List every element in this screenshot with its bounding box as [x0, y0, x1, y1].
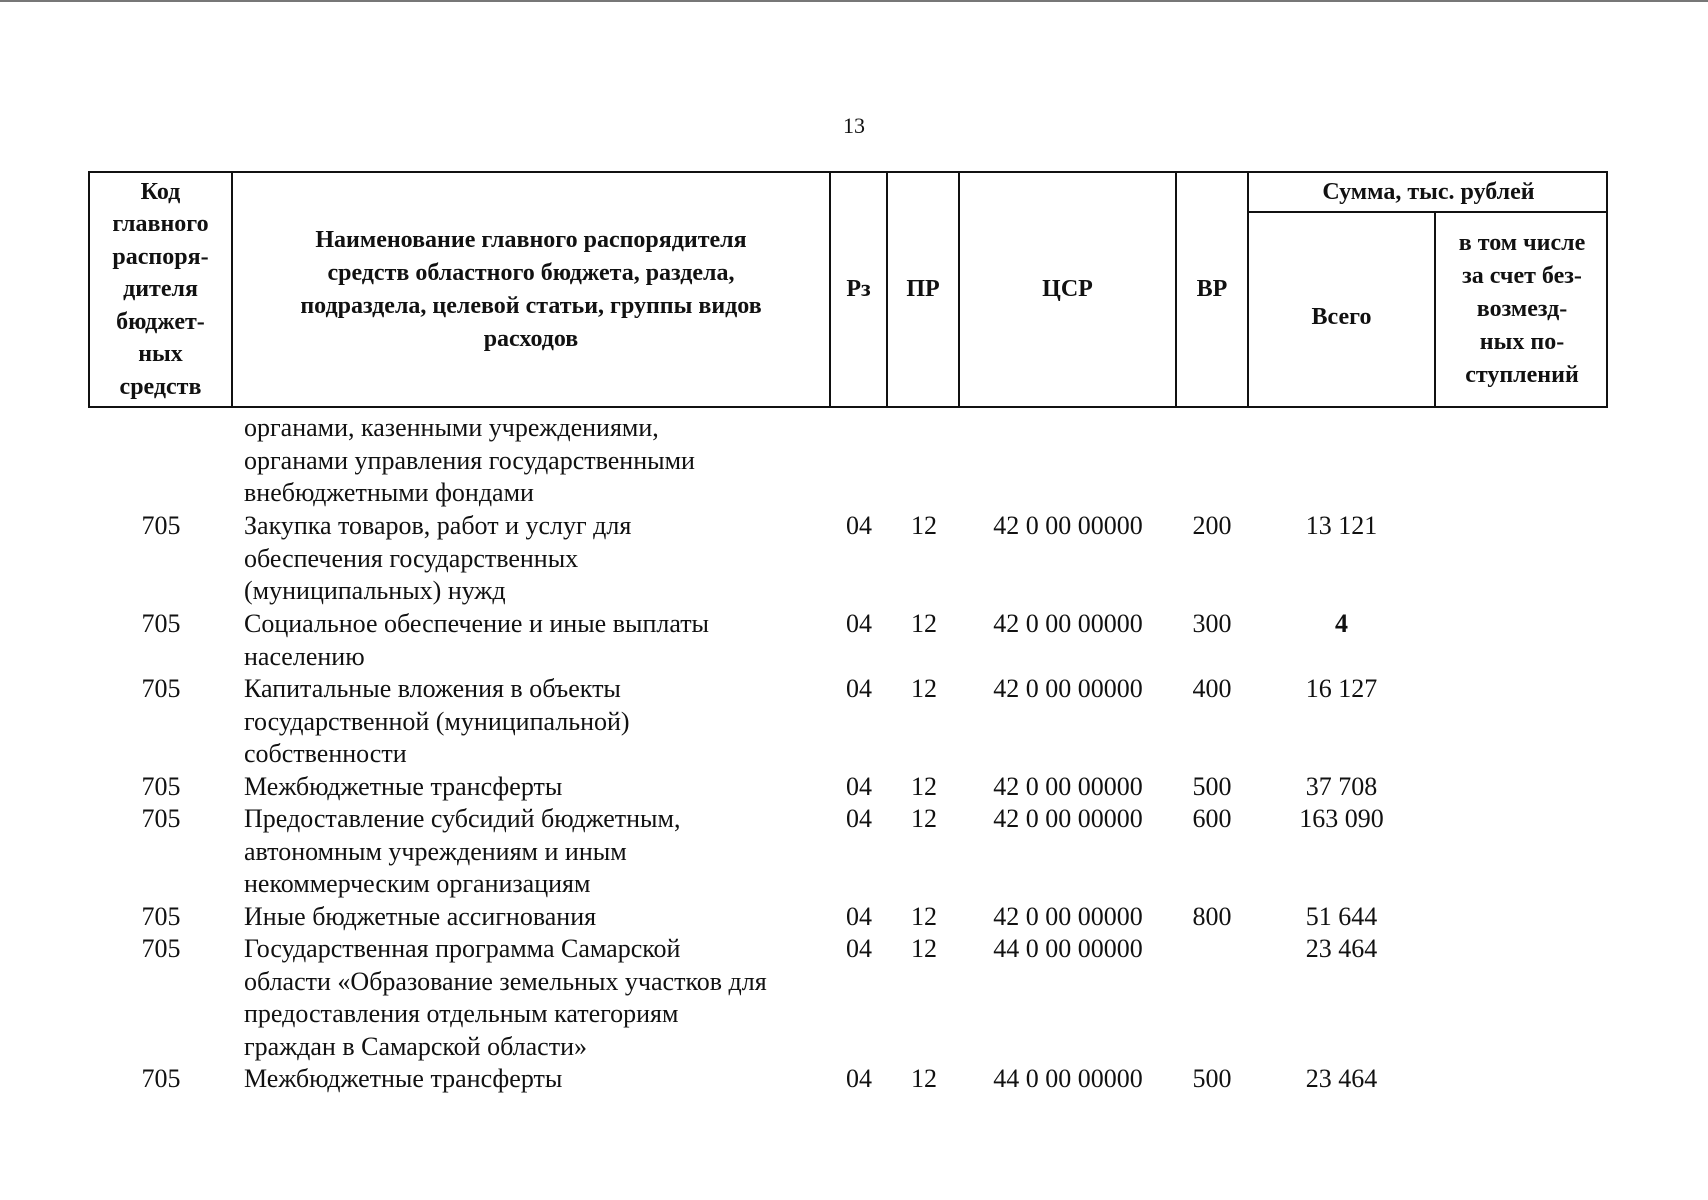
cell-name: органами, казенными учреждениями, органами управления государственными внебюджетными фондами	[244, 413, 695, 508]
cell-csr: 42 0 00 00000	[993, 772, 1143, 801]
cell-code: 705	[141, 934, 181, 963]
page-number: 13	[843, 113, 865, 138]
header-code: Код главного распоря- дителя бюджет- ных средств	[112, 178, 209, 400]
header-total: Всего	[1311, 304, 1372, 330]
header-pr: ПР	[906, 276, 940, 302]
cell-code: 705	[141, 609, 181, 638]
cell-pr: 12	[911, 934, 937, 963]
cell-vr: 200	[1192, 511, 1232, 540]
cell-csr: 42 0 00 00000	[993, 902, 1143, 931]
cell-csr: 42 0 00 00000	[993, 511, 1143, 540]
cell-code: 705	[141, 772, 181, 801]
cell-code: 705	[141, 804, 181, 833]
cell-total: 16 127	[1305, 674, 1378, 703]
cell-name: Предоставление субсидий бюджетным, автономным учреждениям и иным некоммерческим организациям	[244, 804, 681, 899]
cell-pr: 12	[911, 511, 937, 540]
cell-total: 4	[1335, 609, 1348, 638]
cell-csr: 42 0 00 00000	[993, 674, 1143, 703]
cell-rz: 04	[846, 902, 872, 931]
cell-name: Социальное обеспечение и иные выплаты населению	[244, 609, 710, 671]
top-rule	[0, 0, 1708, 2]
header-sum: Сумма, тыс. рублей	[1322, 178, 1535, 205]
cell-code: 705	[141, 511, 181, 540]
cell-code: 705	[141, 674, 181, 703]
cell-rz: 04	[846, 609, 872, 638]
cell-code: 705	[141, 1064, 181, 1093]
cell-name: Иные бюджетные ассигнования	[244, 902, 597, 931]
cell-rz: 04	[846, 511, 872, 540]
cell-rz: 04	[846, 1064, 872, 1093]
cell-total: 37 708	[1305, 772, 1378, 801]
cell-csr: 44 0 00 00000	[993, 1064, 1143, 1093]
cell-rz: 04	[846, 772, 872, 801]
header-gratis: в том числе за счет без- возмезд- ных по- ступлений	[1458, 230, 1586, 388]
cell-vr: 800	[1192, 902, 1232, 931]
cell-code: 705	[141, 902, 181, 931]
cell-pr: 12	[911, 804, 937, 833]
cell-vr: 400	[1192, 674, 1232, 703]
cell-name: Капитальные вложения в объекты государственной (муниципальной) собственности	[244, 674, 630, 769]
cell-csr: 44 0 00 00000	[993, 934, 1143, 963]
cell-vr: 600	[1192, 804, 1232, 833]
cell-name: Межбюджетные трансферты	[244, 1064, 563, 1093]
header-name: Наименование главного распорядителя средств областного бюджета, раздела, подраздела, целевой статьи, группы видов расходов	[300, 226, 762, 352]
cell-name: Межбюджетные трансферты	[244, 772, 563, 801]
cell-csr: 42 0 00 00000	[993, 609, 1143, 638]
cell-pr: 12	[911, 772, 937, 801]
cell-csr: 42 0 00 00000	[993, 804, 1143, 833]
cell-rz: 04	[846, 934, 872, 963]
cell-total: 23 464	[1305, 934, 1378, 963]
cell-pr: 12	[911, 902, 937, 931]
cell-vr: 300	[1192, 609, 1232, 638]
cell-vr: 500	[1192, 772, 1232, 801]
header-rz: Рз	[846, 276, 871, 302]
cell-total: 13 121	[1305, 511, 1378, 540]
cell-rz: 04	[846, 804, 872, 833]
cell-name: Закупка товаров, работ и услуг для обеспечения государственных (муниципальных) нужд	[244, 511, 632, 606]
table-header	[88, 171, 1608, 408]
header-csr: ЦСР	[1042, 276, 1093, 302]
header-vr: ВР	[1196, 276, 1228, 302]
cell-pr: 12	[911, 1064, 937, 1093]
cell-pr: 12	[911, 674, 937, 703]
cell-total: 23 464	[1305, 1064, 1378, 1093]
cell-rz: 04	[846, 674, 872, 703]
cell-total: 51 644	[1305, 902, 1378, 931]
cell-vr: 500	[1192, 1064, 1232, 1093]
cell-pr: 12	[911, 609, 937, 638]
cell-total: 163 090	[1299, 804, 1384, 833]
cell-name: Государственная программа Самарской области «Образование земельных участков для предоставления отдельным категориям граждан в Самарской области»	[244, 934, 767, 1061]
